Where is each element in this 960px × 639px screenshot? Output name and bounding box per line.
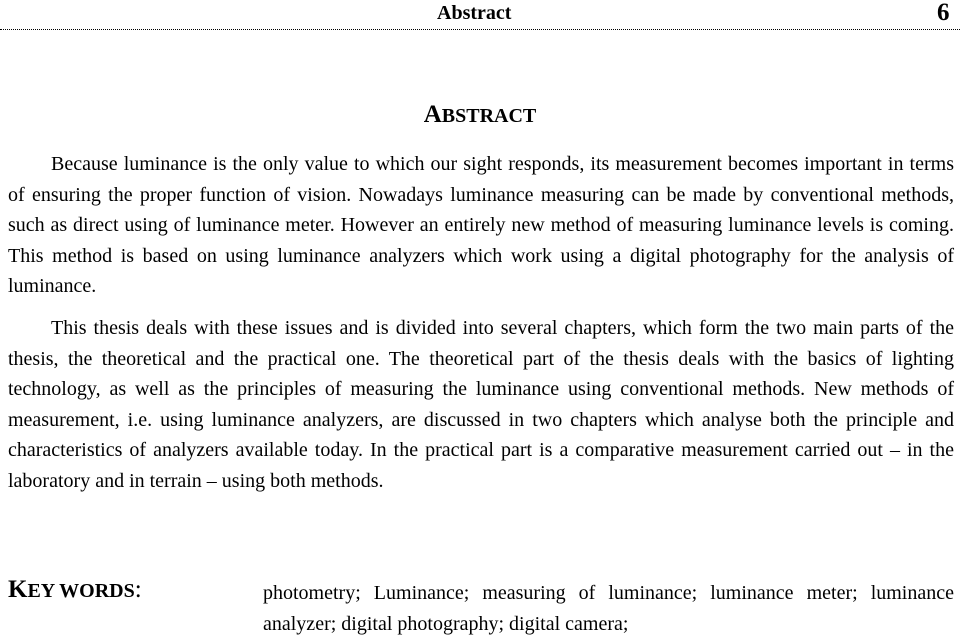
running-header <box>0 0 960 30</box>
heading-initial: A <box>423 101 442 128</box>
keywords-rest: EY WORDS <box>27 580 135 602</box>
abstract-paragraph-1: Because luminance is the only value to which our sight responds, its measurement becomes important in terms of ensuring the proper function of vision. Nowadays luminance measuring can be made by conventional methods, such as direct using of luminance meter. However an entirely new method of measuring luminance levels is coming. This method is based on using luminance analyzers which work using a digital photography for the analysis of luminance. <box>8 153 954 297</box>
heading-rest: BSTRACT <box>441 105 537 127</box>
header-title: Abstract <box>437 2 512 24</box>
keywords-colon: : <box>134 576 142 603</box>
keywords-list: photometry; Luminance; measuring of luminance; luminance meter; luminance analyzer; digital photography; digital camera; <box>263 582 954 635</box>
keywords-initial: K <box>8 576 28 603</box>
abstract-heading <box>0 100 960 131</box>
page-number: 6 <box>937 0 950 26</box>
abstract-paragraph-2: This thesis deals with these issues and is divided into several chapters, which form the two main parts of the thesis, the theoretical and the practical one. The theoretical part of the thesis deals with the basics of lighting technology, as well as the principles of measuring the luminance using conventional methods. New methods of measurement, i.e. using luminance analyzers, are discussed in two chapters which analyse both the principle and characteristics of analyzers available today. In the practical part is a comparative measurement carried out – in the laboratory and in terrain – using both methods. <box>8 317 954 492</box>
keywords-label <box>8 574 142 607</box>
